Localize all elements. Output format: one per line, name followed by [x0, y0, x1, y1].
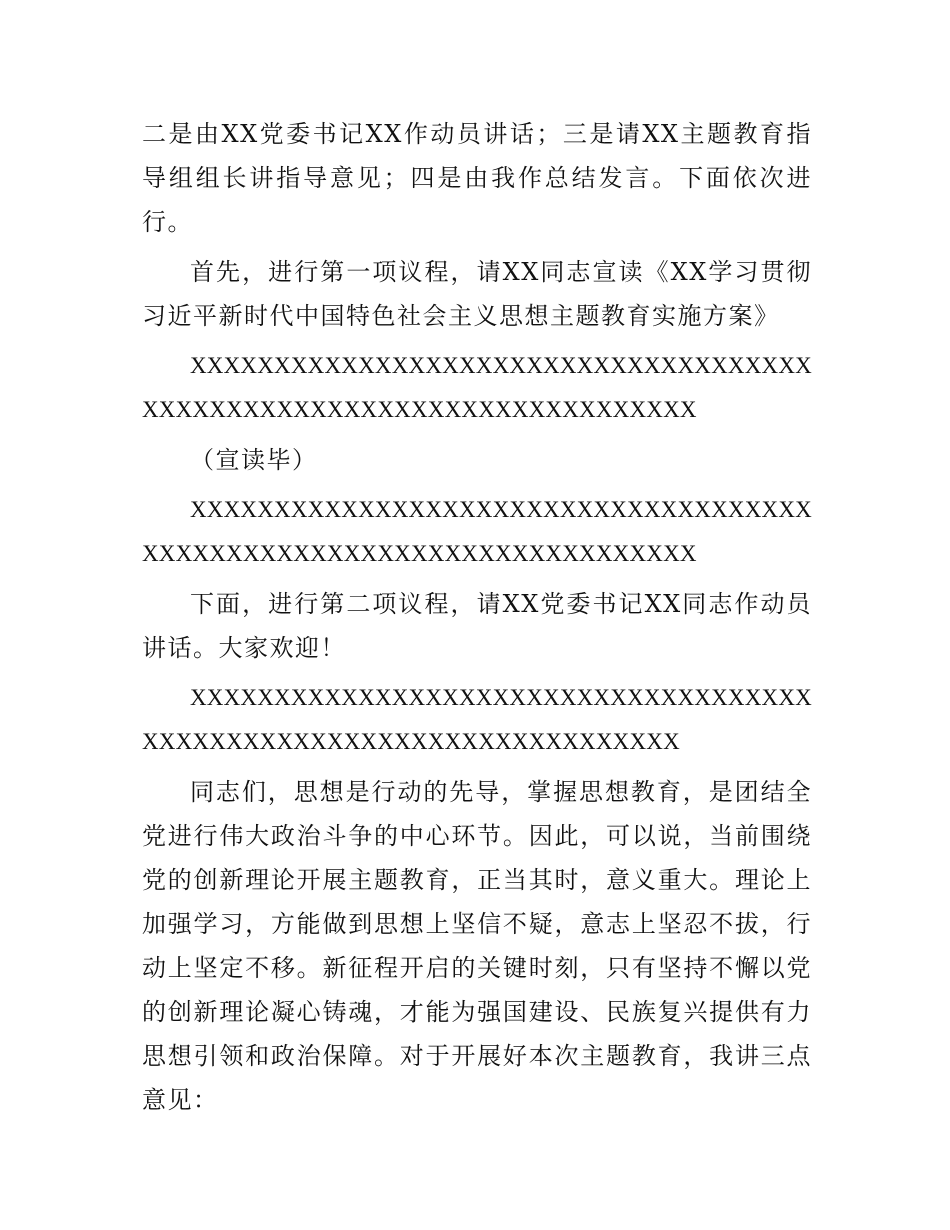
paragraph-second-agenda: 下面，进行第二项议程，请XX党委书记XX同志作动员讲话。大家欢迎！	[142, 590, 812, 662]
paragraph-placeholder-3: XXXXXXXXXXXXXXXXXXXXXXXXXXXXXXXXXXXXXXXXXXXXXXXXXXXXXXXXXXXXXXXXXXXXX	[142, 685, 812, 754]
paragraph-speech-body: 同志们，思想是行动的先导，掌握思想教育，是团结全党进行伟大政治斗争的中心环节。因此，可以说，当前围绕党的创新理论开展主题教育，正当其时，意义重大。理论上加强学习，方能做到思想上坚信不疑，意志上坚忍不拔，行动上坚定不移。新征程开启的关键时刻，只有坚持不懈以党的创新理论凝心铸魂，才能为强国建设、民族复兴提供有力思想引领和政治保障。对于开展好本次主题教育，我讲三点意见：	[142, 778, 812, 1114]
paragraph-agenda-overview: 二是由XX党委书记XX作动员讲话；三是请XX主题教育指导组组长讲指导意见；四是由我作总结发言。下面依次进行。	[142, 120, 812, 236]
document-page	[142, 112, 812, 1128]
paragraph-reading-done: （宣读毕）	[190, 446, 318, 474]
paragraph-placeholder-2: XXXXXXXXXXXXXXXXXXXXXXXXXXXXXXXXXXXXXXXXXXXXXXXXXXXXXXXXXXXXXXXXXXXXXX	[142, 497, 812, 566]
paragraph-first-agenda: 首先，进行第一项议程，请XX同志宣读《XX学习贯彻习近平新时代中国特色社会主义思想主题教育实施方案》	[142, 258, 812, 330]
paragraph-placeholder-1: XXXXXXXXXXXXXXXXXXXXXXXXXXXXXXXXXXXXXXXXXXXXXXXXXXXXXXXXXXXXXXXXXXXXXX	[142, 353, 812, 422]
